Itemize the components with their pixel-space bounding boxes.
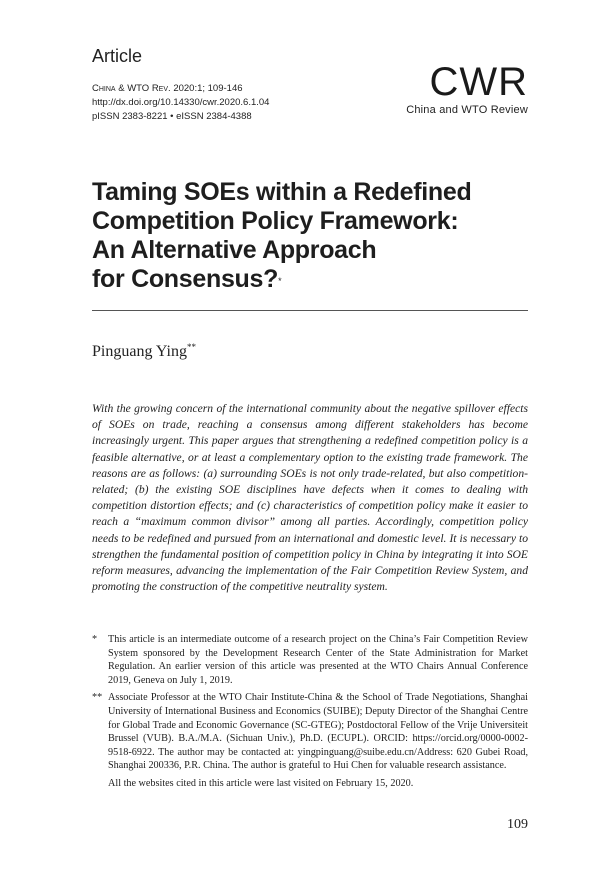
- websites-note: All the websites cited in this article were last visited on February 15, 2020.: [108, 777, 414, 789]
- title-line-3: An Alternative Approach: [92, 236, 377, 264]
- title-line-4: [92, 265, 522, 294]
- footnote-2: [92, 691, 528, 773]
- abstract: With the growing concern of the international community about the negative spillover effects of SOEs on trade, reaching a consensus among different stakeholders has become increasingly urgent. This paper argues that strengthening a redefined competition policy is a feasible alternative, or at least a complementary option to the existing trade framework. The reasons are as follows: (a) surrounding SOEs is not only trade-related, but also competition-related; (b) the existing SOE disciplines have defects when it comes to dealing with competition distortion effects; and (c) characteristics of competition policy make it easier to reach a “maximum common divisor” among all parties. Accordingly, competition policy needs to be redefined and pursued from an international and domestic level. It is necessary to strengthen the fundamental position of competition policy in China by integrating it into SOE reform measures, advancing the implementation of the Fair Competition Review System, and promoting the construction of the competitive neutrality system.: [92, 402, 528, 594]
- article-title: [92, 178, 522, 294]
- footnote-1: [92, 633, 528, 687]
- author-footnote-mark[interactable]: **: [186, 342, 196, 352]
- footnote-1-text: This article is an intermediate outcome of a research project on the China’s Fair Competition Review System sponsored by the Development Research Center of the State Administration for Market Regulation. An earlier version of this article was presented at the WTO Chairs Annual Conference 2019, Geneva on July 1, 2019.: [108, 634, 528, 686]
- page-number: 109: [507, 817, 528, 832]
- title-footnote-mark[interactable]: *: [278, 276, 282, 286]
- issn-line: pISSN 2383-8221 • eISSN 2384-4388: [92, 111, 252, 122]
- citation-range: 2020:1; 109-146: [173, 83, 243, 94]
- journal-citation: [92, 83, 243, 95]
- article-type-label: Article: [92, 46, 143, 66]
- footnote-2-text: Associate Professor at the WTO Chair Institute-China & the School of Trade Negotiations, Shanghai University of International Business and Economics (SUIBE); Deputy Director of the Shanghai Centre for Global Trade and Economic Governance (SC-GTEG); Postdoctoral Fellow of the Vrije Universiteit Brussel (VUB). B.A./M.A. (Sichuan Univ.), Ph.D. (ECUPL). ORCID: https://orcid.org/0000-0002-9518-6922. The author may be contacted at: yingpinguang@suibe.edu.cn/Address: 620 Gubei Road, Shanghai 200336, P.R. China. The author is grateful to Hui Chen for valuable research assistance.: [108, 692, 528, 772]
- title-line-2: Competition Policy Framework:: [92, 207, 459, 235]
- journal-logo: [406, 62, 528, 116]
- title-line-1: Taming SOEs within a Redefined: [92, 178, 472, 206]
- title-divider: [92, 310, 528, 311]
- author-name: Pinguang Ying: [92, 343, 187, 360]
- footnote-2-mark: **: [92, 692, 103, 704]
- title-line-4-text: for Consensus?: [92, 265, 279, 293]
- footnote-1-mark: *: [92, 634, 98, 645]
- journal-logo-subtitle: China and WTO Review: [406, 104, 528, 116]
- journal-abbrev: China & WTO Rev.: [92, 83, 171, 94]
- author-name-line: [92, 343, 196, 361]
- journal-logo-mark: CWR: [429, 60, 528, 104]
- footnotes: [92, 633, 528, 791]
- doi-link[interactable]: http://dx.doi.org/10.14330/cwr.2020.6.1.04: [92, 97, 270, 108]
